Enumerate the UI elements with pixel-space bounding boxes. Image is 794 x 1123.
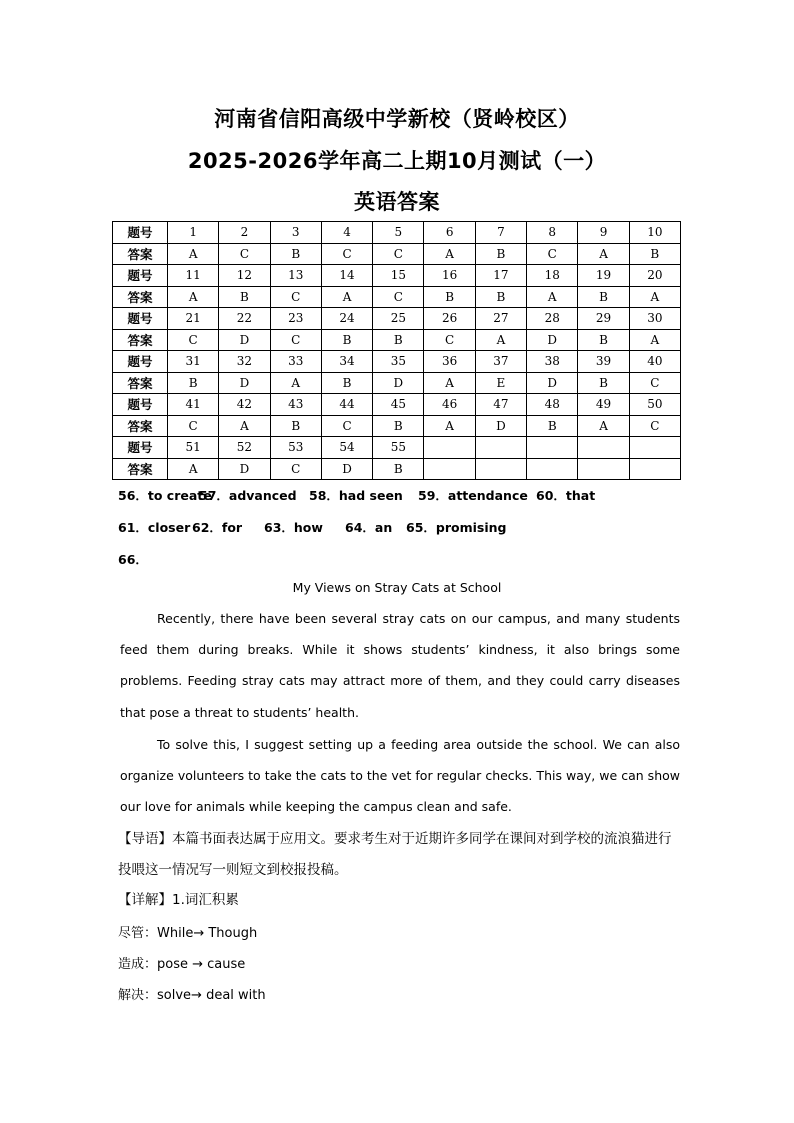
question-number-cell: 43 <box>270 394 321 416</box>
number-row <box>113 308 681 330</box>
question-number-cell: 54 <box>321 437 372 459</box>
answer-row <box>113 243 681 265</box>
essay-paragraph-1: Recently, there have been several stray cats on our campus, and many students feed them during breaks. While it shows students’ kindness, it also brings some problems. Feeding stray cats may attract more of them, and they could carry diseases that pose a threat to students’ health. <box>120 611 680 720</box>
question-number-cell: 53 <box>270 437 321 459</box>
answer-cell: D <box>219 372 270 394</box>
question-number-cell: 28 <box>527 308 578 330</box>
question-number-cell: 32 <box>219 351 270 373</box>
question-number-cell: 34 <box>321 351 372 373</box>
label-answer-cell: 答案 <box>113 372 168 394</box>
answer-cell: D <box>527 329 578 351</box>
fill-answer: 65．promising <box>406 520 507 535</box>
answer-cell: B <box>578 372 629 394</box>
answer-cell: A <box>578 243 629 265</box>
answer-cell: C <box>270 329 321 351</box>
answer-cell: C <box>373 243 424 265</box>
vocab-item <box>118 953 245 972</box>
question-number-cell: 11 <box>168 265 219 287</box>
answer-cell: A <box>168 243 219 265</box>
answer-cell: C <box>270 458 321 480</box>
question-number-cell <box>629 437 680 459</box>
answer-cell: A <box>219 415 270 437</box>
vocab-cn: 尽管： <box>118 926 158 941</box>
answer-cell: C <box>527 243 578 265</box>
question-number-cell: 5 <box>373 222 424 244</box>
answer-row <box>113 458 681 480</box>
answer-cell: B <box>373 415 424 437</box>
answer-cell: B <box>373 329 424 351</box>
answer-cell: C <box>219 243 270 265</box>
guide-note <box>118 824 684 886</box>
answer-cell: B <box>527 415 578 437</box>
answer-cell: B <box>321 329 372 351</box>
answer-table <box>112 221 681 480</box>
question-number-cell: 37 <box>475 351 526 373</box>
question-number-cell: 18 <box>527 265 578 287</box>
question-number-cell: 55 <box>373 437 424 459</box>
vocab-en: While→ Though <box>157 926 258 941</box>
fill-in-line-3: 66． <box>118 552 148 567</box>
answer-row <box>113 372 681 394</box>
question-number-cell: 7 <box>475 222 526 244</box>
answer-cell: D <box>527 372 578 394</box>
answer-cell: B <box>321 372 372 394</box>
question-number-cell: 3 <box>270 222 321 244</box>
answer-cell: C <box>629 372 680 394</box>
vocab-cn: 造成： <box>118 957 158 972</box>
number-row <box>113 222 681 244</box>
answer-row <box>113 286 681 308</box>
fill-answer: 58．had seen <box>309 488 403 503</box>
number-row <box>113 265 681 287</box>
answer-cell: A <box>424 372 475 394</box>
answer-cell: A <box>578 415 629 437</box>
detail-text: 1.词汇积累 <box>172 892 239 908</box>
detail-note <box>118 885 684 916</box>
answer-cell: D <box>219 458 270 480</box>
answer-cell: D <box>475 415 526 437</box>
detail-label: 【详解】 <box>118 892 172 908</box>
fill-answer: 61．closer <box>118 520 191 535</box>
answer-cell <box>475 458 526 480</box>
question-number-cell: 14 <box>321 265 372 287</box>
question-number-cell: 30 <box>629 308 680 330</box>
question-number-cell: 4 <box>321 222 372 244</box>
question-number-cell: 19 <box>578 265 629 287</box>
answer-cell: A <box>424 243 475 265</box>
answer-cell: C <box>270 286 321 308</box>
question-number-cell <box>578 437 629 459</box>
fill-in-line-2 <box>118 518 506 536</box>
answer-cell: D <box>321 458 372 480</box>
vocab-cn: 解决： <box>118 988 158 1003</box>
question-number-cell: 45 <box>373 394 424 416</box>
question-number-cell: 10 <box>629 222 680 244</box>
question-number-cell: 26 <box>424 308 475 330</box>
answer-cell: B <box>219 286 270 308</box>
subject-title: 英语答案 <box>354 190 440 214</box>
question-number-cell: 33 <box>270 351 321 373</box>
question-number-cell: 40 <box>629 351 680 373</box>
answer-cell: C <box>321 415 372 437</box>
essay-paragraph-2: To solve this, I suggest setting up a feeding area outside the school. We can also organize volunteers to take the cats to the vet for regular checks. This way, we can show our love for animals while keeping the campus clean and safe. <box>120 737 680 815</box>
answer-cell: D <box>219 329 270 351</box>
answer-cell: A <box>629 329 680 351</box>
answer-cell: B <box>270 243 321 265</box>
question-number-cell: 39 <box>578 351 629 373</box>
question-number-cell: 38 <box>527 351 578 373</box>
answer-cell: E <box>475 372 526 394</box>
label-number-cell: 题号 <box>113 351 168 373</box>
label-answer-cell: 答案 <box>113 329 168 351</box>
question-number-cell: 13 <box>270 265 321 287</box>
question-number-cell <box>527 437 578 459</box>
answer-row <box>113 415 681 437</box>
answer-cell: A <box>424 415 475 437</box>
fill-answer: 57．advanced <box>199 488 297 503</box>
vocab-en: pose → cause <box>157 957 246 972</box>
answer-cell: C <box>321 243 372 265</box>
question-number-cell: 9 <box>578 222 629 244</box>
question-number-cell: 49 <box>578 394 629 416</box>
answer-cell: C <box>424 329 475 351</box>
question-number-cell: 12 <box>219 265 270 287</box>
question-number-cell: 27 <box>475 308 526 330</box>
question-number-cell: 2 <box>219 222 270 244</box>
question-number-cell: 16 <box>424 265 475 287</box>
question-number-cell: 20 <box>629 265 680 287</box>
exam-title: 2025-2026学年高二上期10月测试（一） <box>187 149 607 173</box>
school-title: 河南省信阳高级中学新校（贤岭校区） <box>214 107 580 131</box>
fill-in-line-1 <box>118 486 595 504</box>
number-row <box>113 351 681 373</box>
question-number-cell: 15 <box>373 265 424 287</box>
answer-cell <box>424 458 475 480</box>
label-number-cell: 题号 <box>113 308 168 330</box>
answer-cell: C <box>168 415 219 437</box>
question-number-cell: 21 <box>168 308 219 330</box>
question-number-cell: 17 <box>475 265 526 287</box>
label-answer-cell: 答案 <box>113 415 168 437</box>
label-number-cell: 题号 <box>113 394 168 416</box>
question-number-cell: 44 <box>321 394 372 416</box>
question-number-cell <box>475 437 526 459</box>
answer-cell: B <box>578 286 629 308</box>
answer-cell: A <box>475 329 526 351</box>
fill-answer: 64．an <box>345 520 393 535</box>
label-number-cell: 题号 <box>113 265 168 287</box>
answer-cell: A <box>270 372 321 394</box>
answer-cell <box>629 458 680 480</box>
essay-title: My Views on Stray Cats at School <box>292 580 502 595</box>
answer-cell: B <box>424 286 475 308</box>
question-number-cell: 6 <box>424 222 475 244</box>
question-number-cell: 51 <box>168 437 219 459</box>
question-number-cell: 52 <box>219 437 270 459</box>
vocab-item <box>118 984 266 1003</box>
answer-cell: D <box>373 372 424 394</box>
answer-cell <box>578 458 629 480</box>
question-number-cell: 48 <box>527 394 578 416</box>
question-number-cell: 29 <box>578 308 629 330</box>
question-number-cell: 31 <box>168 351 219 373</box>
question-number-cell: 22 <box>219 308 270 330</box>
question-number-cell: 24 <box>321 308 372 330</box>
answer-cell: A <box>168 286 219 308</box>
answer-cell: B <box>578 329 629 351</box>
vocab-item <box>118 922 257 941</box>
label-number-cell: 题号 <box>113 437 168 459</box>
answer-cell: B <box>373 458 424 480</box>
number-row <box>113 394 681 416</box>
answer-cell: C <box>168 329 219 351</box>
answer-cell: A <box>629 286 680 308</box>
answer-cell: B <box>629 243 680 265</box>
question-number-cell: 50 <box>629 394 680 416</box>
answer-cell: B <box>168 372 219 394</box>
label-answer-cell: 答案 <box>113 458 168 480</box>
fill-answer: 60．that <box>536 488 596 503</box>
question-number-cell: 25 <box>373 308 424 330</box>
fill-answer: 56．to create <box>118 488 212 503</box>
answer-cell: A <box>321 286 372 308</box>
answer-cell: A <box>168 458 219 480</box>
question-number-cell <box>424 437 475 459</box>
question-number-cell: 1 <box>168 222 219 244</box>
answer-cell: B <box>475 286 526 308</box>
question-number-cell: 35 <box>373 351 424 373</box>
answer-cell: B <box>270 415 321 437</box>
answer-cell: C <box>629 415 680 437</box>
vocab-en: solve→ deal with <box>157 988 266 1003</box>
answer-cell <box>527 458 578 480</box>
question-number-cell: 47 <box>475 394 526 416</box>
answer-cell: C <box>373 286 424 308</box>
answer-row <box>113 329 681 351</box>
label-number-cell: 题号 <box>113 222 168 244</box>
question-number-cell: 23 <box>270 308 321 330</box>
question-number-cell: 46 <box>424 394 475 416</box>
fill-answer: 59．attendance <box>418 488 528 503</box>
number-row <box>113 437 681 459</box>
fill-answer: 63．how <box>264 520 323 535</box>
label-answer-cell: 答案 <box>113 286 168 308</box>
answer-cell: B <box>475 243 526 265</box>
question-number-cell: 36 <box>424 351 475 373</box>
question-number-cell: 8 <box>527 222 578 244</box>
fill-answer: 62．for <box>192 520 243 535</box>
guide-text: 本篇书面表达属于应用文。要求考生对于近期许多同学在课间对到学校的流浪猫进行投喂这一情况写一则短文到校报投稿。 <box>118 831 672 878</box>
label-answer-cell: 答案 <box>113 243 168 265</box>
answer-cell: A <box>527 286 578 308</box>
question-number-cell: 41 <box>168 394 219 416</box>
question-number-cell: 42 <box>219 394 270 416</box>
guide-label: 【导语】 <box>118 831 172 847</box>
